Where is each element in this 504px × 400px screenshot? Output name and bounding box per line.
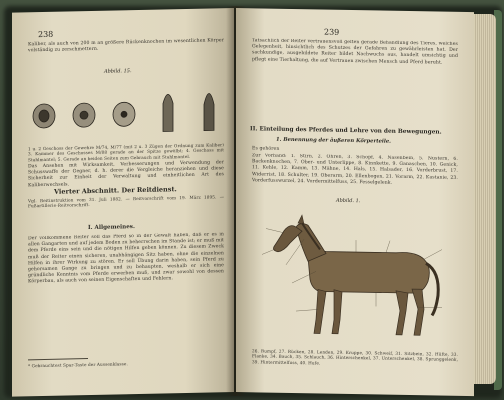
horse-legs <box>314 287 424 335</box>
right-top-text: Tatsächlich der Reiter vertrauensvoll gelten gerade Behandlung des Tieres, welches Gelegenheit, hinsichtlich des Schutzes der Gefahren zu gewährleisten hat. Der sachkundige, ausgebildete Reiter bildet Nachwuchs aus, handelt umsichtig und pflegt eine Tierhaltung, die auf Vertrauen zwischen Mensch und Pferd beruht. <box>252 38 458 66</box>
left-figure-label: Abbild. 15. <box>104 68 132 75</box>
left-mid-text: Das Ansehen mit Wirksamkeit, Verbesserungen und Verwendung der Schusswaffe der Gegner, d. h. derer die Vergleiche heranziehen und diese Sicherheit zur Einheit der Verwaltung und einheitlichen Art des Kaliberwechsels. <box>28 160 224 188</box>
right-page-number: 239 <box>324 27 340 37</box>
left-page-number: 238 <box>38 29 54 40</box>
bullet-2 <box>73 103 95 127</box>
left-footnote: * Gebrauchtest Spar-Taste der Aussenklasse. <box>28 361 128 369</box>
left-caption: 1 u. 2 Geschoss der Gewehre M/74, M/77 (mit 2 u. 3 Zügen der Ordnung zum Kaliber) 3. Kammer des Geschosses M/88 gerade an der Spitze gewölbt; 4. Geschoss mit Stahlmantel; 5. Gerade an beiden Seiten zum Gebrauch mit Stahlmantel. <box>28 142 224 163</box>
bullet-1 <box>33 104 55 128</box>
left-body-text: Der vollkommene Reiter soll das Pferd so in der Gewalt haben, daß er es in allen Gangarten und auf jedem Boden zu beherrschen im Stande ist; er muß mit dem Pferde eins sein und die nötigen Hilfen geben können. Zu diesem Zweck muß der Reiter einen sicheren, unabhängigen Sitz haben, ohne die einzelnen Hilfen in ihrer Wirkung zu stören. Er soll Übung darin haben, sein Pferd zu gehorsamen Gange zu bringen und zu behaupten, weshalb er sich eine gründliche Kenntnis vom Pferde erwerben muß, und zwar sowohl von dessen Körperbau, als auch von seinen Eigenschaften und Fehlern. <box>28 232 224 285</box>
section-heading: Vierter Abschnitt. Der Reitdienst. <box>54 185 177 196</box>
bullet-figure <box>28 80 224 142</box>
page-stack-edge <box>474 14 496 384</box>
es-gehoren: Es gehören <box>252 146 280 152</box>
right-subsection-title: 1. Benennung der äußeren Körperteile. <box>276 136 391 145</box>
horse-ear <box>298 215 304 224</box>
bullet-5 <box>204 93 214 130</box>
right-bottom-text: 26. Rumpf, 27. Rücken, 28. Lenden, 29. Kruppe, 30. Schweif, 31. Sitzbein, 32. Hüfte, 33. Flanke, 34. Bauch, 35. Schlauch, 36. Hinterschenkel, 37. Unterschenkel, 38. Sprunggelenk, 39. Hintermittelfuss, 40. Hufe. <box>252 348 458 366</box>
body-parts-list: Zur Vorhand: 1. Stirn, 2. Ohren, 3. Schopf, 4. Nasenbein, 5. Nüstern, 6. Backenknochen, 7. Ober- und Unterlippe, 8. Kinnkette, 9. Ganaschen, 10. Genick, 11. Kehle, 12. Kamm, 13. Mähne, 14. Hals, 15. Halsader, 16. Vorderbrust, 17. Widerrist, 18. Schulter, 19. Oberarm, 20. Ellenbogen, 21. Vorarm, 22. Kastanie, 23. Vorderfusswurzel, 24. Vordermittelfuss, 25. Fesselgelenk. <box>252 153 458 186</box>
footnote-rule <box>28 358 88 360</box>
horse-body <box>308 251 429 294</box>
horse-neck <box>296 223 326 261</box>
section-sub: Vgl. Reitinstruktion vom 31. Juli 1882. — Reitvorschrift vom 19. März 1895. — Fußartillerie-Reitvorschrift. <box>28 194 224 209</box>
horse-illustration <box>256 208 456 346</box>
left-page <box>12 8 234 397</box>
right-section-title: II. Einteilung des Pferdes und Lehre von den Bewegungen. <box>250 126 442 136</box>
right-figure-label: Abbild. 1. <box>336 197 361 205</box>
allgemeines-heading: I. Allgemeines. <box>88 224 135 232</box>
right-page <box>236 8 474 396</box>
bullet-3 <box>113 102 135 126</box>
left-top-text: Kaliber, als auch von 200 m an größere Rückenknochen im wesentlichen Körper volständig zu zerschmettern. <box>28 38 224 54</box>
horse-svg <box>256 208 456 346</box>
bullet-4 <box>163 94 173 131</box>
